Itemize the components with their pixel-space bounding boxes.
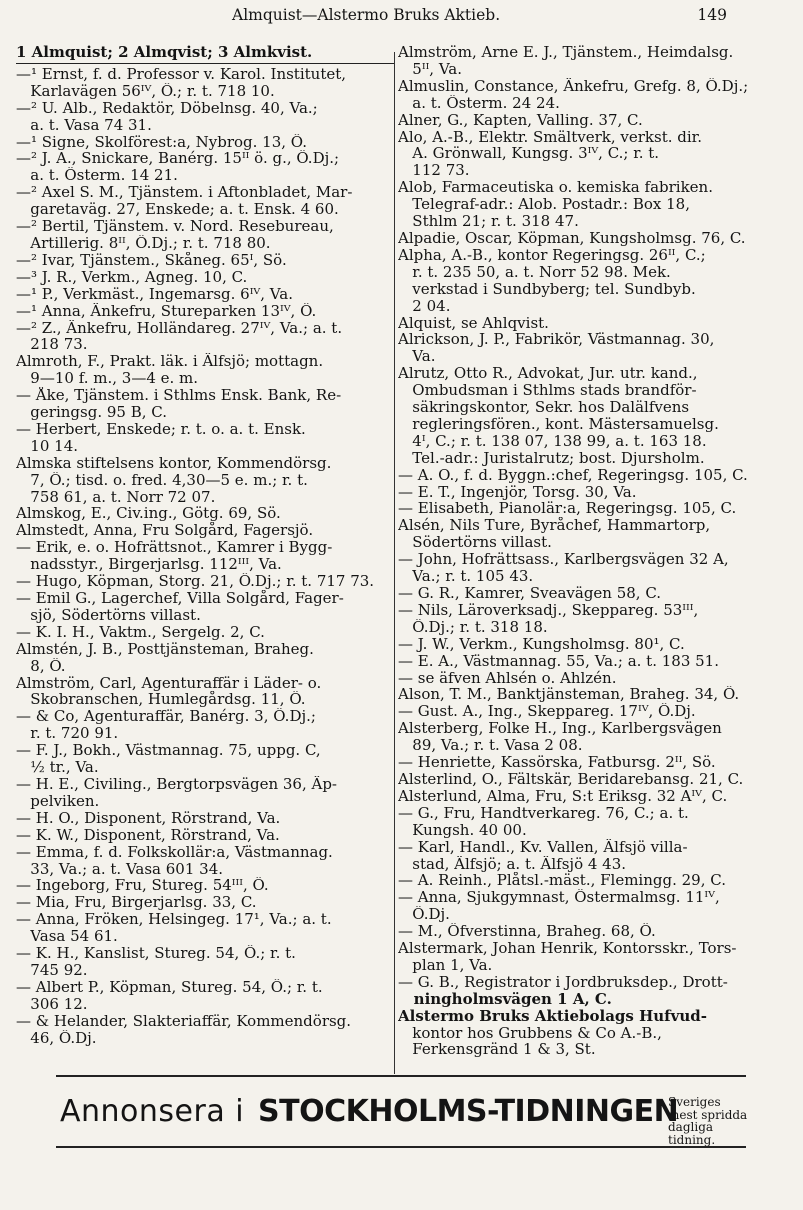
column-divider — [394, 52, 395, 1074]
directory-line: — Erik, e. o. Hofrättsnot., Kamrer i Bygg- — [16, 539, 333, 557]
directory-line: Vasa 54 61. — [16, 928, 118, 946]
directory-line: — & Helander, Slakteriaffär, Kommendörsg. — [16, 1012, 352, 1030]
directory-line: —² J. A., Snickare, Banérg. 15ᴵᴵ ö. g., Ö.Dj.; — [16, 150, 340, 168]
directory-line: — se äfven Ahlsén o. Ahlzén. — [398, 669, 617, 687]
directory-line: Almska stiftelsens kontor, Kommendörsg. — [16, 454, 332, 472]
directory-line: Alpha, A.-B., kontor Regeringsg. 26ᴵᴵ, C.; — [398, 246, 706, 264]
directory-line: garetaväg. 27, Enskede; a. t. Ensk. 4 60. — [16, 201, 339, 219]
left-entries — [16, 66, 394, 1047]
ad-tagline-line-1: Sveriges mest spridda — [668, 1095, 748, 1122]
directory-line: Ombudsman i Sthlms stads brandför- — [398, 382, 697, 400]
directory-line: verkstad i Sundbyberg; tel. Sundbyb. — [398, 280, 696, 298]
directory-line: — Gust. A., Ing., Skeppareg. 17ᴵⱽ, Ö.Dj. — [398, 703, 696, 721]
directory-line: Ferkensgränd 1 & 3, St. — [398, 1041, 596, 1059]
directory-line: Kungsh. 40 00. — [398, 821, 527, 839]
directory-line: — G. R., Kamrer, Sveavägen 58, C. — [398, 585, 662, 602]
right-column — [398, 44, 776, 1058]
directory-line: Alsterlund, Alma, Fru, S:t Eriksg. 32 Aᴵⱽ, C. — [398, 787, 728, 805]
directory-line: a. t. Vasa 74 31. — [16, 116, 152, 134]
directory-line: ningholmsvägen 1 A, C. — [398, 990, 612, 1008]
directory-line: 758 61, a. t. Norr 72 07. — [16, 488, 216, 506]
directory-line: —² Bertil, Tjänstem. v. Nord. Resebureau, — [16, 218, 334, 235]
directory-line: —² Ivar, Tjänstem., Skåneg. 65ᴵ, Sö. — [16, 251, 287, 269]
directory-line: 5ᴵᴵ, Va. — [398, 60, 463, 78]
directory-line: 306 12. — [16, 995, 88, 1013]
directory-line: — E. T., Ingenjör, Torsg. 30, Va. — [398, 483, 637, 501]
directory-line: Almuslin, Constance, Änkefru, Grefg. 8, Ö.Dj.; — [398, 77, 749, 95]
directory-line: Alsterlind, O., Fältskär, Beridarebansg. 21, C. — [398, 770, 744, 788]
directory-line: — E. A., Västmannag. 55, Va.; a. t. 183 51. — [398, 652, 719, 670]
directory-line: Almström, Carl, Agenturaffär i Läder- o. — [16, 674, 322, 692]
advertisement-banner — [0, 1088, 803, 1147]
directory-line: pelviken. — [16, 792, 100, 810]
directory-line: — K. I. H., Vaktm., Sergelg. 2, C. — [16, 623, 265, 641]
ad-tagline — [668, 1096, 748, 1146]
directory-line: kontor hos Grubbens & Co A.-B., — [398, 1024, 662, 1042]
directory-line: Sthlm 21; r. t. 318 47. — [398, 213, 579, 230]
directory-line: Va. — [398, 348, 436, 366]
directory-line: a. t. Österm. 14 21. — [16, 167, 178, 185]
directory-line: Artillerig. 8ᴵᴵ, Ö.Dj.; r. t. 718 80. — [16, 234, 271, 252]
directory-line: — Anna, Sjukgymnast, Östermalmsg. 11ᴵⱽ, — [398, 889, 720, 907]
directory-line: A. Grönwall, Kungsg. 3ᴵⱽ, C.; r. t. — [398, 145, 660, 163]
directory-line: — Åke, Tjänstem. i Sthlms Ensk. Bank, Re- — [16, 387, 342, 405]
directory-line: Telegraf-adr.: Alob. Postadr.: Box 18, — [398, 196, 690, 214]
directory-line: — A. Reinh., Plåtsl.-mäst., Flemingg. 29, C. — [398, 872, 726, 890]
directory-line: Alsterberg, Folke H., Ing., Karlbergsvägen — [398, 720, 722, 738]
directory-line: — Elisabeth, Pianolär:a, Regeringsg. 105, C. — [398, 500, 737, 518]
directory-line: 745 92. — [16, 961, 88, 979]
right-entries — [398, 44, 776, 1058]
directory-line: Alquist, se Ahlqvist. — [398, 314, 549, 332]
directory-line: — J. W., Verkm., Kungsholmsg. 80¹, C. — [398, 635, 685, 653]
directory-line: — Emil G., Lagerchef, Villa Solgård, Fager- — [16, 590, 344, 607]
directory-line: Skobranschen, Humlegårdsg. 11, Ö. — [16, 691, 306, 709]
directory-line: plan 1, Va. — [398, 956, 493, 974]
ad-tagline-line-2: dagliga tidning. — [668, 1120, 716, 1147]
directory-line: 33, Va.; a. t. Vasa 601 34. — [16, 860, 224, 878]
directory-line: — H. O., Disponent, Rörstrand, Va. — [16, 809, 281, 827]
directory-line: 9—10 f. m., 3—4 e. m. — [16, 370, 199, 388]
directory-line: nadsstyr., Birgerjarlsg. 112ᴵᴵᴵ, Va. — [16, 556, 282, 574]
directory-line: — H. E., Civiling., Bergtorpsvägen 36, Äp- — [16, 775, 337, 793]
directory-line: säkringskontor, Sekr. hos Dalälfvens — [398, 399, 690, 416]
directory-line: sjö, Södertörns villast. — [16, 606, 201, 624]
directory-line: — & Co, Agenturaffär, Banérg. 3, Ö.Dj.; — [16, 708, 316, 726]
directory-line: 10 14. — [16, 437, 79, 455]
directory-line: Tel.-adr.: Juristalrutz; bost. Djursholm. — [398, 449, 705, 467]
directory-line: —¹ Signe, Skolförest:a, Nybrog. 13, Ö. — [16, 133, 307, 151]
directory-line: —² U. Alb., Redaktör, Döbelnsg. 40, Va.; — [16, 99, 318, 117]
page-number: 149 — [697, 6, 727, 24]
directory-line: — Emma, f. d. Folkskollär:a, Västmannag. — [16, 843, 333, 861]
directory-line: Alsén, Nils Ture, Byråchef, Hammartorp, — [398, 517, 711, 535]
directory-line: Almstedt, Anna, Fru Solgård, Fagersjö. — [16, 522, 314, 540]
directory-line: r. t. 720 91. — [16, 725, 119, 743]
directory-line: Alob, Farmaceutiska o. kemiska fabriken. — [398, 179, 713, 197]
directory-line: — M., Öfverstinna, Braheg. 68, Ö. — [398, 923, 656, 941]
directory-line: — Hugo, Köpman, Storg. 21, Ö.Dj.; r. t. 717 73. — [16, 573, 375, 590]
directory-line: — G. B., Registrator i Jordbruksdep., Drott- — [398, 973, 728, 991]
directory-line: — Anna, Fröken, Helsingeg. 17¹, Va.; a. t. — [16, 911, 332, 929]
directory-line: — K. H., Kanslist, Stureg. 54, Ö.; r. t. — [16, 945, 296, 962]
directory-line: — Ingeborg, Fru, Stureg. 54ᴵᴵᴵ, Ö. — [16, 877, 269, 895]
directory-line: — Karl, Handl., Kv. Vallen, Älfsjö villa- — [398, 838, 688, 856]
directory-line: Alstermark, Johan Henrik, Kontorsskr., Tors- — [398, 940, 737, 957]
directory-line: 8, Ö. — [16, 657, 66, 675]
directory-line: regleringsfören., kont. Mästersamuelsg. — [398, 415, 719, 433]
directory-line: — Nils, Läroverksadj., Skeppareg. 53ᴵᴵᴵ, — [398, 601, 699, 619]
directory-line: Va.; r. t. 105 43. — [398, 568, 534, 585]
running-header — [0, 6, 803, 28]
directory-line: —¹ Anna, Änkefru, Stureparken 13ᴵⱽ, Ö. — [16, 302, 317, 320]
directory-line: —¹ Ernst, f. d. Professor v. Karol. Institutet, — [16, 65, 347, 83]
directory-line: —¹ P., Verkmäst., Ingemarsg. 6ᴵⱽ, Va. — [16, 285, 293, 303]
directory-line: Almström, Arne E. J., Tjänstem., Heimdalsg. — [398, 44, 734, 61]
directory-line: —³ J. R., Verkm., Agneg. 10, C. — [16, 268, 248, 286]
left-column — [16, 44, 394, 1046]
directory-line: Alpadie, Oscar, Köpman, Kungsholmsg. 76, C. — [398, 229, 746, 247]
directory-line: —² Axel S. M., Tjänstem. i Aftonbladet, Mar- — [16, 184, 353, 202]
directory-line: stad, Älfsjö; a. t. Älfsjö 4 43. — [398, 855, 627, 873]
directory-line: 2 04. — [398, 297, 451, 315]
directory-line: 112 73. — [398, 162, 470, 180]
directory-line: — G., Fru, Handtverkareg. 76, C.; a. t. — [398, 804, 689, 822]
directory-line: Ö.Dj. — [398, 906, 450, 924]
directory-line: — Herbert, Enskede; r. t. o. a. t. Ensk. — [16, 420, 306, 438]
directory-line: 218 73. — [16, 336, 88, 354]
directory-line: Almstén, J. B., Posttjänsteman, Braheg. — [16, 640, 314, 658]
directory-line: Almroth, F., Prakt. läk. i Älfsjö; mottagn. — [16, 353, 324, 371]
ad-rule-bottom — [56, 1146, 746, 1148]
directory-line: —² Z., Änkefru, Holländareg. 27ᴵⱽ, Va.; a. t. — [16, 319, 343, 337]
directory-line: 7, Ö.; tisd. o. fred. 4,30—5 e. m.; r. t. — [16, 471, 308, 489]
name-variants-heading: 1 Almquist; 2 Almqvist; 3 Almkvist. — [16, 44, 394, 64]
directory-line: — Mia, Fru, Birgerjarlsg. 33, C. — [16, 894, 257, 912]
directory-line: Ö.Dj.; r. t. 318 18. — [398, 618, 548, 636]
ad-newspaper-name: STOCKHOLMS-TIDNINGEN — [258, 1094, 679, 1129]
directory-line: geringsg. 95 B, C. — [16, 404, 167, 421]
directory-line: — John, Hofrättsass., Karlbergsvägen 32 A, — [398, 551, 729, 569]
header-title: Almquist—Alstermo Bruks Aktieb. — [232, 6, 501, 24]
directory-line: — K. W., Disponent, Rörstrand, Va. — [16, 826, 280, 844]
directory-line: 4ᴵ, C.; r. t. 138 07, 138 99, a. t. 163 18. — [398, 432, 707, 450]
directory-line: Karlavägen 56ᴵⱽ, Ö.; r. t. 718 10. — [16, 82, 275, 100]
ad-lead-text: Annonsera i — [60, 1094, 245, 1129]
directory-line: — A. O., f. d. Byggn.:chef, Regeringsg. 105, C. — [398, 466, 748, 484]
directory-line: a. t. Österm. 24 24. — [398, 94, 560, 112]
directory-line: Alo, A.-B., Elektr. Smältverk, verkst. dir. — [398, 128, 702, 146]
directory-line: 46, Ö.Dj. — [16, 1029, 97, 1047]
directory-line: Alner, G., Kapten, Valling. 37, C. — [398, 111, 643, 129]
directory-line: Almskog, E., Civ.ing., Götg. 69, Sö. — [16, 505, 281, 523]
ad-rule-top — [56, 1075, 746, 1077]
directory-line: 89, Va.; r. t. Vasa 2 08. — [398, 737, 583, 755]
directory-line: ½ tr., Va. — [16, 759, 99, 776]
directory-line: Alrutz, Otto R., Advokat, Jur. utr. kand., — [398, 365, 698, 383]
directory-line: — Henriette, Kassörska, Fatbursg. 2ᴵᴵ, Sö. — [398, 754, 716, 771]
directory-line: Alson, T. M., Banktjänsteman, Braheg. 34, Ö. — [398, 686, 740, 704]
directory-line: r. t. 235 50, a. t. Norr 52 98. Mek. — [398, 263, 671, 281]
directory-line: Södertörns villast. — [398, 534, 552, 552]
directory-line: Alrickson, J. P., Fabrikör, Västmannag. 30, — [398, 331, 715, 349]
directory-line: — Albert P., Köpman, Stureg. 54, Ö.; r. t. — [16, 978, 323, 996]
directory-line: Alstermo Bruks Aktiebolags Hufvud- — [398, 1007, 707, 1025]
directory-line: — F. J., Bokh., Västmannag. 75, uppg. C, — [16, 742, 321, 760]
